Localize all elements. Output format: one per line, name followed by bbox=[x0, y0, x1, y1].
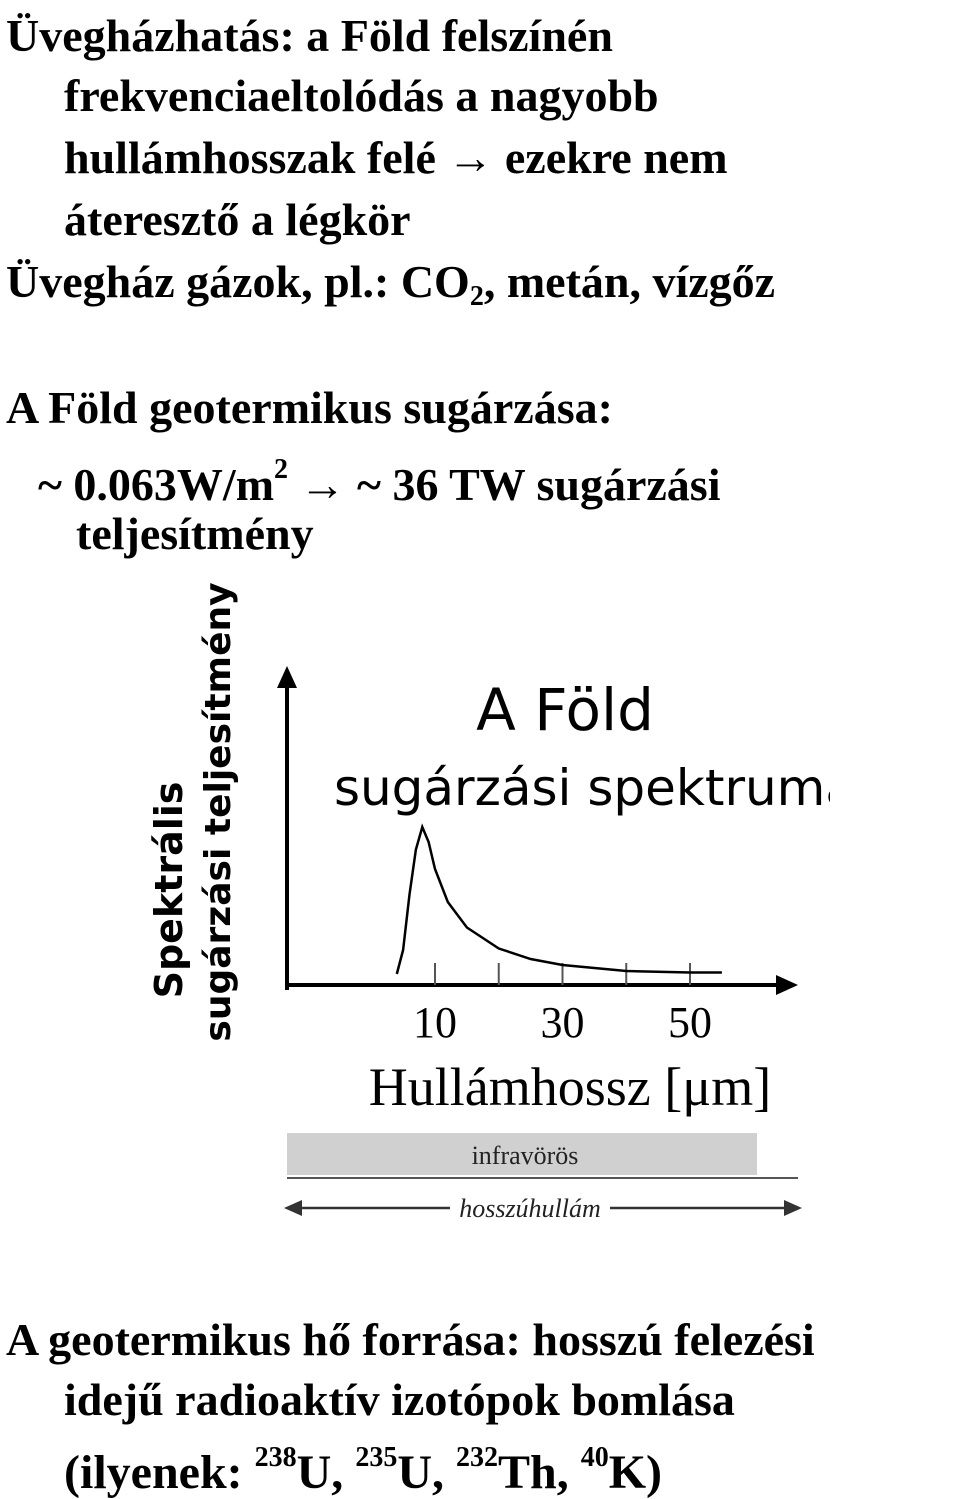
spectrum-chart bbox=[130, 580, 830, 1240]
thorium-232-mass: 232 bbox=[455, 1442, 498, 1473]
infrared-band-label: infravörös bbox=[471, 1141, 579, 1170]
uranium-235-mass: 235 bbox=[355, 1442, 398, 1473]
intro-line-1: Üvegházhatás: a Föld felszínén bbox=[6, 10, 613, 61]
uranium-235-symbol: U, bbox=[397, 1446, 456, 1499]
flux-unit-exponent: 2 bbox=[274, 454, 289, 485]
uranium-238-symbol: U, bbox=[296, 1446, 356, 1499]
spectrum-figure bbox=[130, 580, 830, 1245]
uranium-238-mass: 238 bbox=[254, 1442, 297, 1473]
source-line-2: idejű radioaktív izotópok bomlása bbox=[64, 1374, 735, 1425]
x-tick-label: 30 bbox=[540, 998, 585, 1047]
longwave-arrow-right-head bbox=[784, 1200, 802, 1216]
intro-line-3: hullámhosszak felé → ezekre nem bbox=[64, 132, 728, 183]
source-line-3 bbox=[64, 1432, 662, 1499]
intro-line-2: frekvenciaeltolódás a nagyobb bbox=[64, 70, 659, 121]
x-tick-label: 10 bbox=[413, 998, 457, 1047]
longwave-arrow-left-head bbox=[284, 1200, 302, 1216]
chart-title-line-2: sugárzási spektruma bbox=[333, 759, 830, 817]
x-axis-arrowhead bbox=[776, 975, 798, 995]
isotopes-intro: (ilyenek: bbox=[64, 1446, 255, 1499]
greenhouse-gases-rest: , metán, vízgőz bbox=[483, 256, 776, 307]
flux-value: ~ 0.063W/m bbox=[38, 459, 275, 510]
co2-subscript: 2 bbox=[469, 281, 484, 312]
chart-title-line-1: A Föld bbox=[476, 676, 654, 744]
y-axis-label-line-2: sugárzási teljesítmény bbox=[198, 582, 239, 1042]
geothermal-line-1: A Föld geotermikus sugárzása: bbox=[6, 382, 613, 433]
intro-line-5 bbox=[6, 256, 775, 323]
x-tick-label: 50 bbox=[668, 998, 712, 1047]
potassium-40-mass: 40 bbox=[580, 1442, 609, 1473]
longwave-band-label: hosszúhullám bbox=[459, 1194, 601, 1223]
geothermal-line-2 bbox=[38, 444, 720, 511]
intro-line-4: áteresztő a légkör bbox=[64, 194, 411, 245]
source-line-1: A geotermikus hő forrása: hosszú felezési bbox=[6, 1314, 815, 1365]
x-ticks bbox=[413, 963, 712, 1047]
potassium-40-symbol: K) bbox=[608, 1446, 663, 1499]
power-value: → ~ 36 TW sugárzási bbox=[288, 459, 721, 510]
y-axis-label-line-1: Spektrális bbox=[147, 781, 191, 999]
greenhouse-gases-label: Üvegház gázok, pl.: CO bbox=[6, 256, 470, 307]
thorium-232-symbol: Th, bbox=[497, 1446, 581, 1499]
x-axis-label: Hullámhossz [μm] bbox=[368, 1057, 772, 1117]
y-axis-arrowhead bbox=[277, 666, 297, 688]
geothermal-line-3: teljesítmény bbox=[76, 508, 314, 559]
spectrum-curve bbox=[397, 827, 722, 974]
